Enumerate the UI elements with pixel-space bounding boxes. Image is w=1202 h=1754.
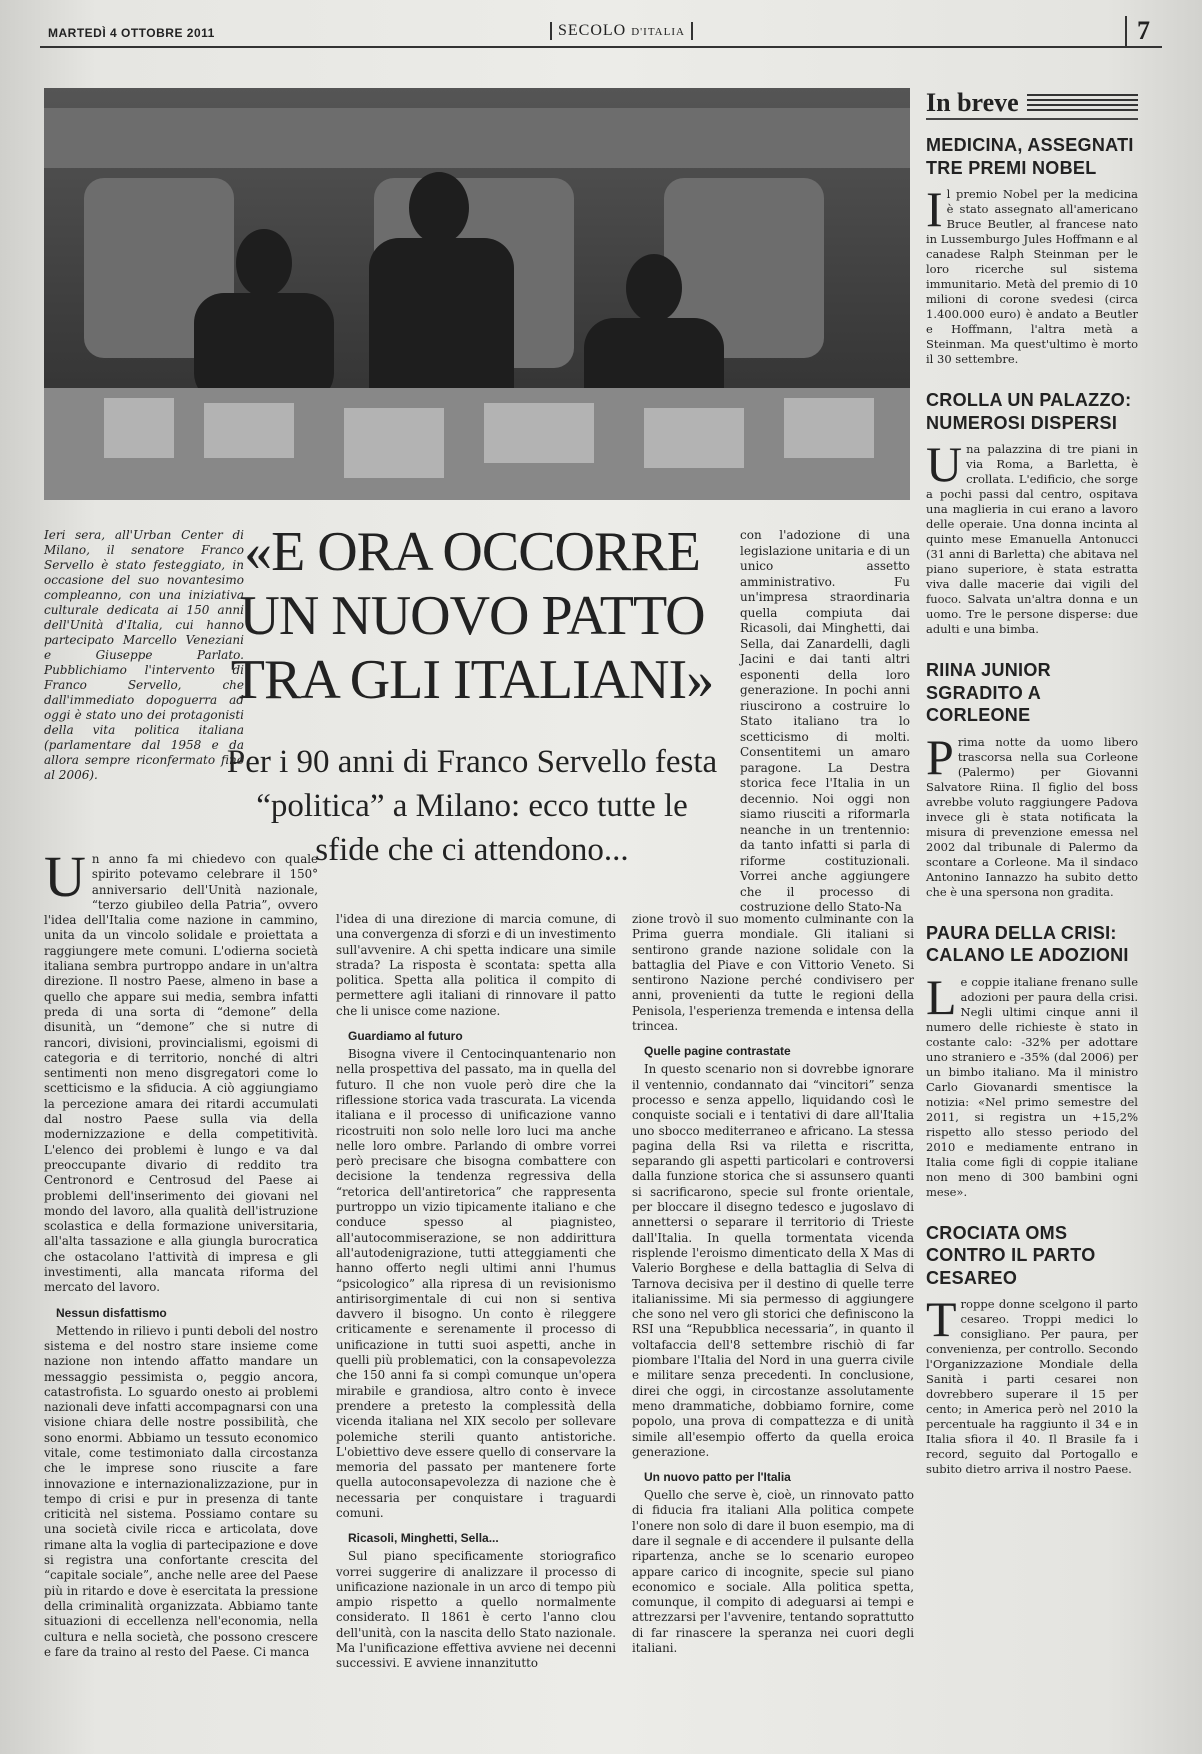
section-heading: Ricasoli, Minghetti, Sella... xyxy=(348,1531,499,1546)
section-heading: Guardiamo al futuro xyxy=(348,1029,463,1044)
section-heading: Nessun disfattismo xyxy=(56,1305,167,1320)
article-column-1: Un anno fa mi chiedevo con quale spirito potevamo celebrare il 150° anniversario dell'Unità nazionale, “terzo giubileo della Patria”, ovvero l'idea dell'Italia come nazione in cammino, unita da un vincolo solidale e proiettata a raggiungere mete comuni. L'odierna società italiana sembra purtroppo andare in un'altra direzione. Il nostro Paese, almeno in base a quello che appare sui media, sembra infatti preda di una sorta di “demone” della disunità, un “demone” che si nutre di rancori, divisioni, provincialismi, egoismi di categoria e di territorio, nonché di altri sentimenti non meno disgregatori come lo scetticismo e la sfiducia. A ciò aggiungiamo la percezione amara dei ritardi accumulati dal nostro Paese sulla via della modernizzazione e della competitività. L'elenco dei problemi è lungo e va dal preoccupante divario di reddito tra Centronord e Centrosud del Paese ai problemi dell'inserimento dei giovani nel mondo del lavoro, alla qualità dell'istruzione scolastica e della formazione universitaria, all'alta tassazione e alla giungla burocratica che ostacolano l'attività di impresa e gli investimenti, alla mancata riforma del mercato del lavoro. Nessun disfattismo Mettendo in rilievo i punti deboli del nostro sistema e del nostro stare insieme come nazione non intendo affatto mandare un messaggio pessimista o, peggio ancora, catastrofista. Lo sguardo onesto ai problemi nazionali deve infatti accompagnarsi con una visione chiara delle nostre possibilità, che sono enormi. Abbiamo un tessuto economico vitale, come testimoniato dalla circostanza che le imprese sono riuscite a fare innovazione e internazionalizzazione, pur in tempo di crisi e pur in presenza di tante criticità nel sistema. Possiamo contare su una società civile ricca e articolata, dove rimane alta la voglia di partecipazione e dove si registra una confortante crescita del “capitale sociale”, anche nelle aree del Paese più in ritardo e dove è esercitata la pressione della criminalità organizzata. Abbiamo tante situazioni di eccellenza nell'economia, nella cultura e nella società, che possono crescere e fare da traino al resto del Paese. Ci manca xyxy=(44,844,318,1659)
brief-body: Le coppie italiane frenano sulle adozioni per paura della crisi. Negli ultimi cinque anni il numero delle richieste è stato in costante calo: -32% per adottare uno straniero e -35% (dal 2006) per un bimbo italiano. Ma il ministro Carlo Giovanardi smentisce la notizia: «Nel primo semestre del 2011, si registra un +15,2% rispetto allo stesso periodo del 2010 e mediamente entrano in Italia come figli di coppie italiane non meno di 300 bambini ogni mese». xyxy=(926,968,1138,1199)
news-briefs-sidebar xyxy=(926,88,1138,1698)
page-header xyxy=(40,18,1162,48)
senate-photo-icon xyxy=(44,88,910,500)
article-column-3: zione trovò il suo momento culminante con la Prima guerra mondiale. Gli italiani si sentirono grande nazione solidale con la battaglia del Piave e con Vittorio Veneto. Si sentirono Nazione perché condivisero per anni, provenienti da tutte le regioni della Penisola, l'esperienza tremenda e intensa della trincea. Quelle pagine contrastate In questo scenario non si dovrebbe ignorare il ventennio, condannato dai “vincitori” senza processo e senza appello, liquidando così le conquiste sociali e i tentativi di dare all'Italia uno sbocco mediterraneo e africano. La stessa pagina della Rsi va riletta e riscritta, separando gli aspetti particolari e controversi dalla funzione storica che si assunsero quanti si sacrificarono, specie sul fronte orientale, per bloccare il disegno tedesco e jugoslavo di annettersi o separare il territorio di Trieste dall'Italia. In quella tormentata vicenda risplende l'eroismo dimenticato della X Mas di Valerio Borghese e della battaglia di Selva di Tarnova decisiva per il destino di quelle terre italianissime. Mi sia permesso di aggiungere che sono nel vero gli storici che definiscono la RSI una “Repubblica necessaria”, in quanto il voltafaccia dell'8 settembre rischiò di far piombare l'Italia del Nord in una guerra civile e militare senza precedenti. In conclusione, direi che oggi, in circostanze assolutamente meno drammatiche, dobbiamo fornire, come popolo, una prova di compattezza e di unità simile all'esempio offerto da quella eroica generazione. Un nuovo patto per l'Italia Quello che serve è, cioè, un rinnovato patto di fiducia fra italiani Alla politica compete l'onere non solo di dare il buon esempio, ma di dare il segnale e di accendere il pulsante della ripartenza, anche se lo scenario europeo appare carico di incognite, specie sul piano economico e sociale. Alla politica spetta, comunque, il compito di adeguarsi ai tempi e attrezzarsi per l'avvenire, tentando soprattutto di far rinascere la speranza nei cuori degli italiani. xyxy=(632,912,914,1656)
brief-item xyxy=(926,134,1138,367)
brief-title: RIINA JUNIOR SGRADITO A CORLEONE xyxy=(926,660,1051,725)
brief-item xyxy=(926,389,1138,637)
photo-caption: Ieri sera, all'Urban Center di Milano, il senatore Franco Servello è stato festeggiato, in occasione del suo novantesimo compleanno, con una iniziativa culturale dedicata ai 150 anni dell'Unità d'Italia, cui hanno partecipato Marcello Veneziani e Giuseppe Parlato. Pubblichiamo l'intervento di Franco Servello, che dall'immediato dopoguerra ad oggi è stato uno dei protagonisti della vita politica italiana (parlamentare dal 1958 e da allora sempre riconfermato fino al 2006). xyxy=(44,528,244,782)
article-column-2: l'idea di una direzione di marcia comune, di una convergenza di sforzi e di un investimento sull'avvenire. A chi spetta indicare una simile strada? La risposta è scontata: spetta alla politica. Spetta alla politica il compito di permettere agli italiani di rinnovare il patto che li unisce come nazione. Guardiamo al futuro Bisogna vivere il Centocinquantenario non nella prospettiva del passato, ma in quella del futuro. Il che non vuole però dire che la riflessione storica vada trascurata. La vicenda italiana e il processo di unificazione vanno ricostruiti non solo nelle loro luci ma anche nelle loro ombre. Parlando di ombre vorrei però precisare che bisogna combattere con decisione la tendenza regressiva della “retorica dell'antiretorica” che rappresenta purtroppo un vizio tipicamente italiano e che conduce spesso al piagnisteo, all'autocommiserazione, se non addirittura all'autodenigrazione, tutti atteggiamenti che hanno offerto negli ultimi anni l'humus “psicologico” alla ripresa di un revisionismo antirisorgimentale di cui non si sentiva davvero il bisogno. Un conto è rileggere criticamente e serenamente il processo di unificazione in tutti suoi aspetti, anche in quelli più problematici, con la consapevolezza che 150 anni fa si compì comunque un'opera mirabile e grandiosa, altro conto è invece prendere a pretesto la complessità della vicenda italiana nel XIX secolo per sollevare polemiche sterili quanto antistoriche. L'obiettivo deve essere quello di conservare la memoria del passato per mantenere forte quella autoconsapevolezza di nazione che è necessaria per conquistare i traguardi comuni. Ricasoli, Minghetti, Sella... Sul piano specificamente storiografico vorrei suggerire di analizzare il processo di unificazione nazionale in un arco di tempo più ampio rispetto a quello normalmente considerato. Il 1861 è certo l'anno clou dell'unità, con la nascita dello Stato nazionale. Ma l'unificazione effettiva avviene nei decenni successivi. E avviene innanzitutto xyxy=(336,912,616,1671)
article-headline: «E ORA OCCORRE UN NUOVO PATTO TRA GLI ITALIANI» xyxy=(230,521,714,711)
article-intro-column: con l'adozione di una legislazione unitaria e di un unico assetto amministrativo. Fu un'impresa straordinaria quella compiuta dai Ricasoli, dai Minghetti, dai Sella, dai Zanardelli, dagli Jacini e dai tanti altri esponenti della loro generazione. In pochi anni riuscirono a costruire lo Stato italiano tra lo scetticismo di molti. Consentitemi un amaro paragone. La Destra storica fece l'Italia in un decennio. Noi oggi non siamo riusciti a riformarla neanche in un trentennio: da tanto infatti si parla di riforme costituzionali. Vorrei anche aggiungere che il processo di costruzione dello Stato-Na xyxy=(740,528,910,914)
page-number: 7 xyxy=(1125,16,1150,46)
issue-date: MARTEDÌ 4 OTTOBRE 2011 xyxy=(48,26,215,40)
brief-body: Prima notte da uomo libero trascorsa nella sua Corleone (Palermo) per Giovanni Salvatore Riina. Il figlio del boss avrebbe voluto raggiungere Padova invece gli è stata notificata la misura di prevenzione emessa nel 2002 dal tribunale di Palermo da scontare a Corleone. Ma il sindaco Antonino Iannazzo ha subito detto che è una spersona non gradita. xyxy=(926,728,1138,899)
brief-body: Troppe donne scelgono il parto cesareo. Troppi medici lo consigliano. Per paura, per convenienza, per controllo. Secondo l'Organizzazione Mondiale della Sanità i parti cesarei non dovrebbero superare il 15 per cento; in America però nel 2010 la percentuale ha raggiunto il 34 e in Italia sfiora il 40. Il Brasile fa i record, seguito dal Portogallo e subito dietro arriva il nostro Paese. xyxy=(926,1291,1138,1476)
brief-body: Una palazzina di tre piani in via Roma, a Barletta, è crollata. L'edificio, che sorge a pochi passi dal centro, ospitava una maglieria in cui erano a lavoro delle operaie. Una donna incinta al quinto mese Emanuella Antonucci (31 anni di Barletta) che abitava nel piano superiore, è stata estratta viva dalle macerie dai vigili del fuoco. Salvata un'altra donna e un uomo. Tre le persone disperse: due adulti e una bimba. xyxy=(926,436,1138,636)
brief-title: MEDICINA, ASSEGNATI TRE PREMI NOBEL xyxy=(926,135,1134,178)
brief-body: Il premio Nobel per la medicina è stato assegnato all'americano Bruce Beutler, al francese nato in Lussemburgo Jules Hoffmann e al canadese Ralph Steinman per le loro ricerche sul sistema immunitario. Metà del premio di 10 milioni di corone svedesi (circa 1.400.000 euro) è andato a Beutler e Hoffmann, l'altra metà a Steinman. Ma quest'ultimo è morto il 30 settembre. xyxy=(926,181,1138,366)
brief-title: PAURA DELLA CRISI: CALANO LE ADOZIONI xyxy=(926,922,1129,965)
senate-photo xyxy=(44,88,910,500)
drop-cap: U xyxy=(44,844,86,909)
newspaper-name: SECOLO D'ITALIA xyxy=(550,22,693,40)
brief-item xyxy=(926,1222,1138,1478)
article-subheadline: Per i 90 anni di Franco Servello festa “politica” a Milano: ecco tutte le sfide che ci attendono... xyxy=(226,744,718,868)
decorative-lines xyxy=(1027,94,1138,112)
brief-title: CROLLA UN PALAZZO: NUMEROSI DISPERSI xyxy=(926,390,1132,433)
brief-item xyxy=(926,659,1138,900)
section-heading: Un nuovo patto per l'Italia xyxy=(644,1470,791,1485)
section-heading: Quelle pagine contrastate xyxy=(644,1044,791,1059)
section-title: In breve xyxy=(926,88,1138,120)
brief-title: CROCIATA OMS CONTRO IL PARTO CESAREO xyxy=(926,1222,1096,1288)
brief-item xyxy=(926,922,1138,1200)
